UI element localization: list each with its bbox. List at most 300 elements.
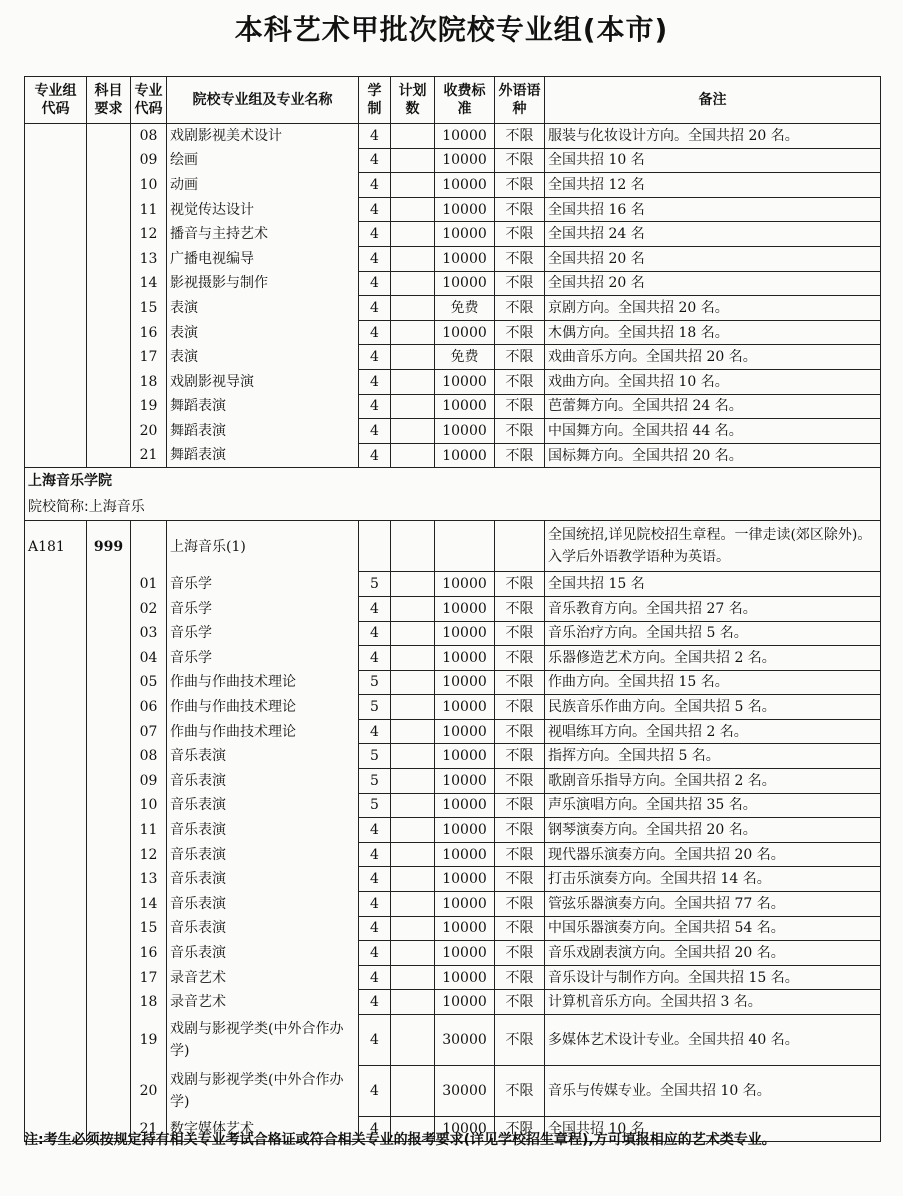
plan-count	[391, 793, 435, 818]
empty-group-code	[25, 419, 87, 444]
empty-subject	[87, 197, 131, 222]
plan-count	[391, 197, 435, 222]
language: 不限	[495, 892, 545, 917]
table-row	[25, 867, 881, 892]
empty-subject	[87, 148, 131, 173]
years: 4	[359, 124, 391, 149]
note: 全国共招 10 名	[545, 148, 881, 173]
years: 4	[359, 296, 391, 321]
empty-group-code	[25, 719, 87, 744]
fee: 10000	[435, 572, 495, 597]
empty-subject	[87, 621, 131, 646]
empty-group-code	[25, 892, 87, 917]
note: 戏曲方向。全国共招 10 名。	[545, 369, 881, 394]
plan-count	[391, 271, 435, 296]
empty-group-code	[25, 124, 87, 149]
empty-group-code	[25, 818, 87, 843]
major-code: 21	[131, 443, 167, 468]
empty-subject	[87, 892, 131, 917]
major-code: 15	[131, 916, 167, 941]
major-code: 01	[131, 572, 167, 597]
table-row	[25, 892, 881, 917]
admissions-table	[24, 76, 881, 1142]
empty-subject	[87, 369, 131, 394]
table-row	[25, 646, 881, 671]
years: 4	[359, 173, 391, 198]
table-row	[25, 296, 881, 321]
note: 音乐与传媒专业。全国共招 10 名。	[545, 1066, 881, 1117]
major-code: 10	[131, 793, 167, 818]
language: 不限	[495, 369, 545, 394]
fee: 10000	[435, 246, 495, 271]
table-row	[25, 148, 881, 173]
plan-count	[391, 670, 435, 695]
major-code: 21	[131, 1117, 167, 1142]
header-major-code: 专业代码	[131, 77, 167, 124]
note: 中国舞方向。全国共招 44 名。	[545, 419, 881, 444]
empty-group-code	[25, 916, 87, 941]
fee: 10000	[435, 867, 495, 892]
empty-group-code	[25, 443, 87, 468]
major-name: 音乐表演	[167, 941, 359, 966]
plan-count	[391, 818, 435, 843]
school-abbr: 院校简称:上海音乐	[25, 494, 881, 521]
fee: 10000	[435, 842, 495, 867]
fee: 10000	[435, 695, 495, 720]
major-name: 戏剧影视导演	[167, 369, 359, 394]
empty-group-code	[25, 842, 87, 867]
major-code: 13	[131, 246, 167, 271]
fee: 10000	[435, 271, 495, 296]
empty-group-code	[25, 1066, 87, 1117]
group-note: 全国统招,详见院校招生章程。一律走读(郊区除外)。入学后外语教学语种为英语。	[545, 521, 881, 572]
fee: 10000	[435, 197, 495, 222]
note: 全国共招 12 名	[545, 173, 881, 198]
language: 不限	[495, 246, 545, 271]
major-name: 舞蹈表演	[167, 443, 359, 468]
years: 4	[359, 990, 391, 1015]
empty-group-code	[25, 744, 87, 769]
table-row	[25, 990, 881, 1015]
table-row	[25, 173, 881, 198]
language: 不限	[495, 1015, 545, 1066]
language: 不限	[495, 670, 545, 695]
major-code: 18	[131, 990, 167, 1015]
language: 不限	[495, 818, 545, 843]
empty-subject	[87, 842, 131, 867]
empty-group-code	[25, 320, 87, 345]
major-name: 录音艺术	[167, 990, 359, 1015]
note: 音乐设计与制作方向。全国共招 15 名。	[545, 965, 881, 990]
note: 多媒体艺术设计专业。全国共招 40 名。	[545, 1015, 881, 1066]
table-row	[25, 1015, 881, 1066]
note: 全国共招 10 名	[545, 1117, 881, 1142]
school-abbr-row	[25, 494, 881, 521]
fee: 10000	[435, 621, 495, 646]
empty-group-code	[25, 990, 87, 1015]
plan-count	[391, 892, 435, 917]
major-name: 广播电视编导	[167, 246, 359, 271]
fee: 10000	[435, 148, 495, 173]
major-code: 14	[131, 892, 167, 917]
plan-count	[391, 124, 435, 149]
plan-count	[391, 345, 435, 370]
major-code: 16	[131, 320, 167, 345]
years: 5	[359, 670, 391, 695]
empty-group-code	[25, 596, 87, 621]
fee: 免费	[435, 296, 495, 321]
years: 4	[359, 646, 391, 671]
major-name: 音乐表演	[167, 818, 359, 843]
major-code: 08	[131, 744, 167, 769]
empty-group-code	[25, 670, 87, 695]
table-row	[25, 744, 881, 769]
years: 4	[359, 965, 391, 990]
years: 5	[359, 769, 391, 794]
table-row	[25, 941, 881, 966]
years: 5	[359, 744, 391, 769]
years: 4	[359, 419, 391, 444]
years: 4	[359, 867, 391, 892]
empty-subject	[87, 443, 131, 468]
plan-count	[391, 769, 435, 794]
empty-subject	[87, 173, 131, 198]
plan-count	[391, 443, 435, 468]
years: 4	[359, 621, 391, 646]
empty-group-code	[25, 296, 87, 321]
language: 不限	[495, 572, 545, 597]
fee: 30000	[435, 1066, 495, 1117]
years: 4	[359, 394, 391, 419]
major-code: 20	[131, 1066, 167, 1117]
note: 作曲方向。全国共招 15 名。	[545, 670, 881, 695]
language: 不限	[495, 320, 545, 345]
fee: 10000	[435, 744, 495, 769]
empty-group-code	[25, 369, 87, 394]
header-name: 院校专业组及专业名称	[167, 77, 359, 124]
major-name: 音乐表演	[167, 867, 359, 892]
plan-count	[391, 842, 435, 867]
major-code: 09	[131, 769, 167, 794]
table-row	[25, 1066, 881, 1117]
major-code: 06	[131, 695, 167, 720]
major-code: 19	[131, 1015, 167, 1066]
language: 不限	[495, 197, 545, 222]
group-name: 上海音乐(1)	[167, 521, 359, 572]
empty-group-code	[25, 1015, 87, 1066]
plan-count	[391, 222, 435, 247]
fee: 10000	[435, 646, 495, 671]
fee: 10000	[435, 719, 495, 744]
fee: 10000	[435, 596, 495, 621]
empty-subject	[87, 744, 131, 769]
note: 视唱练耳方向。全国共招 2 名。	[545, 719, 881, 744]
table-row	[25, 394, 881, 419]
fee: 10000	[435, 916, 495, 941]
plan-count	[391, 572, 435, 597]
fee: 10000	[435, 818, 495, 843]
years: 4	[359, 842, 391, 867]
empty-subject	[87, 222, 131, 247]
major-name: 音乐表演	[167, 842, 359, 867]
language: 不限	[495, 941, 545, 966]
empty-subject	[87, 793, 131, 818]
empty-subject	[87, 296, 131, 321]
table-row	[25, 271, 881, 296]
note: 歌剧音乐指导方向。全国共招 2 名。	[545, 769, 881, 794]
group-code: A181	[25, 521, 87, 572]
plan-count	[391, 246, 435, 271]
major-name: 音乐表演	[167, 892, 359, 917]
empty-subject	[87, 124, 131, 149]
major-name: 作曲与作曲技术理论	[167, 695, 359, 720]
major-code: 16	[131, 941, 167, 966]
major-name: 作曲与作曲技术理论	[167, 719, 359, 744]
plan-count	[391, 990, 435, 1015]
table-row	[25, 222, 881, 247]
fee: 10000	[435, 990, 495, 1015]
empty-group-code	[25, 646, 87, 671]
note: 指挥方向。全国共招 5 名。	[545, 744, 881, 769]
empty-subject	[87, 572, 131, 597]
major-code: 11	[131, 818, 167, 843]
plan-count	[391, 296, 435, 321]
language: 不限	[495, 345, 545, 370]
major-code: 03	[131, 621, 167, 646]
empty-group-code	[25, 345, 87, 370]
plan-count	[391, 695, 435, 720]
group-row	[25, 521, 881, 572]
note: 乐器修造艺术方向。全国共招 2 名。	[545, 646, 881, 671]
major-name: 视觉传达设计	[167, 197, 359, 222]
note: 木偶方向。全国共招 18 名。	[545, 320, 881, 345]
years: 4	[359, 1117, 391, 1142]
note: 戏曲音乐方向。全国共招 20 名。	[545, 345, 881, 370]
header-language: 外语语种	[495, 77, 545, 124]
empty-subject	[87, 769, 131, 794]
header-subject-req: 科目要求	[87, 77, 131, 124]
major-code: 12	[131, 222, 167, 247]
note: 音乐治疗方向。全国共招 5 名。	[545, 621, 881, 646]
header-fee: 收费标准	[435, 77, 495, 124]
table-row	[25, 246, 881, 271]
empty-subject	[87, 345, 131, 370]
fee: 10000	[435, 320, 495, 345]
plan-count	[391, 965, 435, 990]
empty-group-code	[25, 695, 87, 720]
plan-count	[391, 867, 435, 892]
language: 不限	[495, 124, 545, 149]
header-years: 学制	[359, 77, 391, 124]
language: 不限	[495, 695, 545, 720]
table-row	[25, 670, 881, 695]
major-code: 13	[131, 867, 167, 892]
major-code: 08	[131, 124, 167, 149]
plan-count	[391, 744, 435, 769]
note: 服装与化妆设计方向。全国共招 20 名。	[545, 124, 881, 149]
major-code: 04	[131, 646, 167, 671]
empty-subject	[87, 271, 131, 296]
years: 4	[359, 941, 391, 966]
fee: 10000	[435, 173, 495, 198]
years: 4	[359, 818, 391, 843]
note: 全国共招 24 名	[545, 222, 881, 247]
fee: 10000	[435, 670, 495, 695]
plan-count	[391, 394, 435, 419]
fee: 10000	[435, 793, 495, 818]
note: 中国乐器演奏方向。全国共招 54 名。	[545, 916, 881, 941]
empty-group-code	[25, 965, 87, 990]
language: 不限	[495, 222, 545, 247]
language: 不限	[495, 394, 545, 419]
empty-subject	[87, 646, 131, 671]
plan-count	[391, 369, 435, 394]
table-row	[25, 419, 881, 444]
empty-subject	[87, 695, 131, 720]
note: 音乐教育方向。全国共招 27 名。	[545, 596, 881, 621]
language: 不限	[495, 990, 545, 1015]
school-row	[25, 468, 881, 495]
plan-count	[391, 916, 435, 941]
language: 不限	[495, 646, 545, 671]
plan-count	[391, 419, 435, 444]
note: 钢琴演奏方向。全国共招 20 名。	[545, 818, 881, 843]
empty-group-code	[25, 769, 87, 794]
fee: 10000	[435, 892, 495, 917]
table-row	[25, 818, 881, 843]
major-name: 舞蹈表演	[167, 419, 359, 444]
table-row	[25, 719, 881, 744]
empty-subject	[87, 719, 131, 744]
empty-group-code	[25, 572, 87, 597]
major-name: 音乐表演	[167, 793, 359, 818]
fee: 10000	[435, 941, 495, 966]
header-notes: 备注	[545, 77, 881, 124]
plan-count	[391, 1015, 435, 1066]
major-name: 动画	[167, 173, 359, 198]
fee: 免费	[435, 345, 495, 370]
major-name: 音乐表演	[167, 744, 359, 769]
major-code: 12	[131, 842, 167, 867]
empty-subject	[87, 941, 131, 966]
years: 4	[359, 320, 391, 345]
major-name: 播音与主持艺术	[167, 222, 359, 247]
page-title: 本科艺术甲批次院校专业组(本市)	[234, 13, 669, 46]
note: 打击乐演奏方向。全国共招 14 名。	[545, 867, 881, 892]
major-name: 数字媒体艺术	[167, 1117, 359, 1142]
empty-subject	[87, 394, 131, 419]
table-row	[25, 916, 881, 941]
empty-group-code	[25, 197, 87, 222]
empty-subject	[87, 670, 131, 695]
empty-group-code	[25, 621, 87, 646]
empty-group-code	[25, 222, 87, 247]
major-code: 02	[131, 596, 167, 621]
language: 不限	[495, 419, 545, 444]
table-row	[25, 124, 881, 149]
table-row	[25, 596, 881, 621]
empty-subject	[87, 320, 131, 345]
table-row	[25, 621, 881, 646]
language: 不限	[495, 596, 545, 621]
years: 4	[359, 197, 391, 222]
table-row	[25, 769, 881, 794]
years: 4	[359, 222, 391, 247]
language: 不限	[495, 769, 545, 794]
school-name: 上海音乐学院	[25, 468, 881, 495]
empty-group-code	[25, 793, 87, 818]
major-name: 表演	[167, 320, 359, 345]
table-row	[25, 369, 881, 394]
empty-group-code	[25, 867, 87, 892]
major-code: 05	[131, 670, 167, 695]
note: 管弦乐器演奏方向。全国共招 77 名。	[545, 892, 881, 917]
group-subject: 999	[87, 521, 131, 572]
fee: 10000	[435, 1117, 495, 1142]
major-name: 绘画	[167, 148, 359, 173]
language: 不限	[495, 719, 545, 744]
major-code: 19	[131, 394, 167, 419]
major-name: 音乐学	[167, 572, 359, 597]
table-row	[25, 695, 881, 720]
years: 4	[359, 596, 391, 621]
note: 民族音乐作曲方向。全国共招 5 名。	[545, 695, 881, 720]
language: 不限	[495, 173, 545, 198]
major-code: 09	[131, 148, 167, 173]
empty-subject	[87, 818, 131, 843]
plan-count	[391, 646, 435, 671]
years: 5	[359, 572, 391, 597]
table-header-row	[25, 77, 881, 124]
major-name: 戏剧影视美术设计	[167, 124, 359, 149]
language: 不限	[495, 296, 545, 321]
note: 现代器乐演奏方向。全国共招 20 名。	[545, 842, 881, 867]
fee: 10000	[435, 769, 495, 794]
major-name: 录音艺术	[167, 965, 359, 990]
plan-count	[391, 320, 435, 345]
major-name: 作曲与作曲技术理论	[167, 670, 359, 695]
fee: 10000	[435, 965, 495, 990]
plan-count	[391, 941, 435, 966]
fee: 10000	[435, 394, 495, 419]
language: 不限	[495, 842, 545, 867]
years: 4	[359, 1066, 391, 1117]
footnote: 注:考生必须按规定持有相关专业考试合格证或符合相关专业的报考要求(详见学校招生章程),方可填报相应的艺术类专业。	[24, 1132, 776, 1148]
table-row	[25, 345, 881, 370]
empty-subject	[87, 246, 131, 271]
table-row	[25, 197, 881, 222]
empty-subject	[87, 1066, 131, 1117]
major-name: 音乐表演	[167, 916, 359, 941]
language: 不限	[495, 443, 545, 468]
table-row	[25, 320, 881, 345]
major-code: 11	[131, 197, 167, 222]
empty-subject	[87, 965, 131, 990]
header-plan: 计划数	[391, 77, 435, 124]
fee: 10000	[435, 222, 495, 247]
plan-count	[391, 173, 435, 198]
note: 国标舞方向。全国共招 20 名。	[545, 443, 881, 468]
table-row	[25, 443, 881, 468]
years: 4	[359, 1015, 391, 1066]
language: 不限	[495, 1117, 545, 1142]
empty-subject	[87, 990, 131, 1015]
table-row	[25, 793, 881, 818]
plan-count	[391, 148, 435, 173]
major-name: 戏剧与影视学类(中外合作办学)	[167, 1066, 359, 1117]
table-row	[25, 572, 881, 597]
language: 不限	[495, 965, 545, 990]
